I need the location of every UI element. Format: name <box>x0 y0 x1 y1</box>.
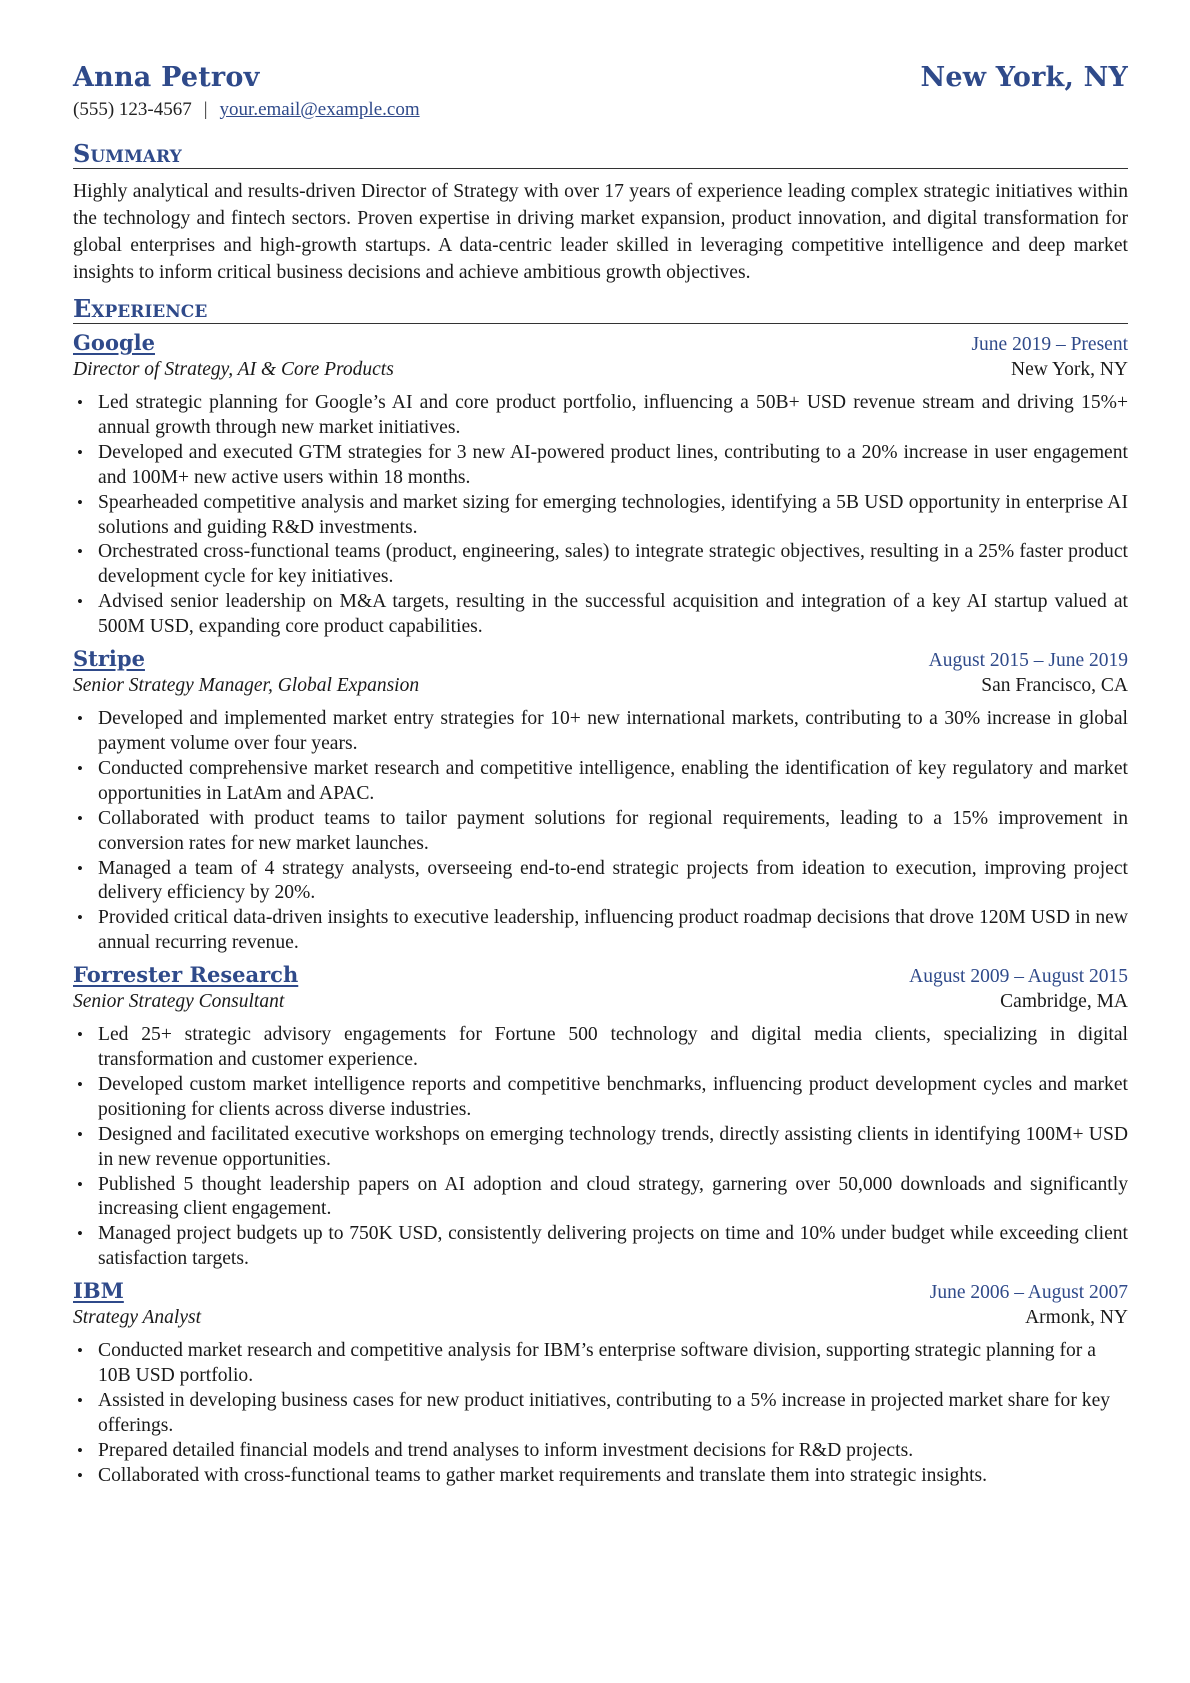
bullet-item: • Published 5 thought leadership papers on AI adoption and cloud strategy, garnering over 50,000 downloads and significantly increasing client engagement. <box>73 1173 1128 1223</box>
bullet-item: • Assisted in developing business cases for new product initiatives, contributing to a 5% increase in projected market share for key offerings. <box>73 1389 1128 1439</box>
bullet-item: • Collaborated with product teams to tailor payment solutions for regional requirements, leading to a 15% improvement in conversion rates for new market launches. <box>73 807 1128 857</box>
bullet-item: • Developed custom market intelligence reports and competitive benchmarks, influencing product development cycles and market positioning for clients across diverse industries. <box>73 1073 1128 1123</box>
company-link-ibm[interactable]: IBM <box>73 1278 124 1304</box>
job-title: Senior Strategy Consultant <box>73 991 285 1013</box>
company-link-forrester[interactable]: Forrester Research <box>73 962 299 988</box>
job-dates: August 2015 – June 2019 <box>928 650 1128 672</box>
bullet-item: • Advised senior leadership on M&A targets, resulting in the successful acquisition and integration of a key AI startup valued at 500M USD, expanding core product capabilities. <box>73 590 1128 640</box>
job-location: New York, NY <box>1010 359 1128 380</box>
bullet-item: • Developed and executed GTM strategies for 3 new AI-powered product lines, contributing to a 20% increase in user engagement and 100M+ new active users within 18 months. <box>73 441 1128 491</box>
job-dates: June 2006 – August 2007 <box>929 1282 1128 1304</box>
job-location: San Francisco, CA <box>981 675 1128 697</box>
candidate-name: Anna Petrov <box>73 62 260 93</box>
summary-heading: Summary <box>73 141 1128 169</box>
bullet-item: • Conducted market research and competitive analysis for IBM’s enterprise software division, supporting strategic planning for a 10B USD portfolio. <box>73 1339 1128 1389</box>
job-bullets <box>73 1023 1128 1272</box>
job-title: Strategy Analyst <box>73 1307 201 1329</box>
bullet-item: • Developed and implemented market entry strategies for 10+ new international markets, contributing to a 30% increase in global payment volume over four years. <box>73 707 1128 757</box>
bullet-item: • Prepared detailed financial models and trend analyses to inform investment decisions for R&D projects. <box>73 1439 1128 1464</box>
bullet-item: • Managed a team of 4 strategy analysts, overseeing end-to-end strategic projects from ideation to execution, improving project delivery efficiency by 20%. <box>73 857 1128 907</box>
job-bullets <box>73 391 1128 640</box>
job-location: Cambridge, MA <box>1000 991 1128 1013</box>
bullet-item: • Led strategic planning for Google’s AI and core product portfolio, influencing a 50B+ USD revenue stream and driving 15%+ annual growth through new market initiatives. <box>73 391 1128 441</box>
bullet-item: • Managed project budgets up to 750K USD, consistently delivering projects on time and 10% under budget while exceeding client satisfaction targets. <box>73 1222 1128 1272</box>
job-dates: August 2009 – August 2015 <box>909 966 1128 988</box>
bullet-item: • Conducted comprehensive market research and competitive intelligence, enabling the identification of key regulatory and market opportunities in LatAm and APAC. <box>73 757 1128 807</box>
header <box>73 62 1128 93</box>
contact-line <box>73 99 1128 121</box>
job-bullets <box>73 707 1128 956</box>
job-entry-ibm <box>73 1278 1128 1488</box>
candidate-city: New York, NY <box>920 62 1128 93</box>
job-title: Senior Strategy Manager, Global Expansion <box>73 675 420 697</box>
job-bullets <box>73 1339 1128 1488</box>
summary-text: Highly analytical and results-driven Director of Strategy with over 17 years of experience leading complex strategic initiatives within the technology and fintech sectors. Proven expertise in driving market expansion, product innovation, and digital transformation for global enterprises and high-growth startups. A data-centric leader skilled in leveraging competitive intelligence and deep market insights to inform critical business decisions and achieve ambitious growth objectives. <box>73 181 1128 283</box>
resume-page <box>73 62 1128 1489</box>
job-entry-stripe <box>73 646 1128 956</box>
job-title: Director of Strategy, AI & Core Products <box>73 359 394 380</box>
contact-separator: | <box>203 99 208 120</box>
phone-number: (555) 123-4567 <box>73 99 192 120</box>
email-link[interactable]: your.email@example.com <box>219 99 420 120</box>
company-link-google[interactable]: Google <box>73 330 155 355</box>
bullet-item: • Collaborated with cross-functional teams to gather market requirements and translate them into strategic insights. <box>73 1464 1128 1489</box>
bullet-item: • Orchestrated cross-functional teams (product, engineering, sales) to integrate strategic objectives, resulting in a 25% faster product development cycle for key initiatives. <box>73 540 1128 590</box>
job-dates: June 2019 – Present <box>971 334 1128 355</box>
bullet-item: • Designed and facilitated executive workshops on emerging technology trends, directly assisting clients in identifying 100M+ USD in new revenue opportunities. <box>73 1123 1128 1173</box>
bullet-item: • Led 25+ strategic advisory engagements for Fortune 500 technology and digital media clients, specializing in digital transformation and customer experience. <box>73 1023 1128 1073</box>
bullet-item: • Provided critical data-driven insights to executive leadership, influencing product roadmap decisions that drove 120M USD in new annual recurring revenue. <box>73 906 1128 956</box>
job-entry-forrester <box>73 962 1128 1272</box>
bullet-item: • Spearheaded competitive analysis and market sizing for emerging technologies, identifying a 5B USD opportunity in enterprise AI solutions and guiding R&D investments. <box>73 491 1128 541</box>
job-entry-google <box>73 330 1128 640</box>
experience-heading: Experience <box>73 296 1128 324</box>
company-link-stripe[interactable]: Stripe <box>73 646 145 672</box>
job-location: Armonk, NY <box>1025 1307 1128 1329</box>
